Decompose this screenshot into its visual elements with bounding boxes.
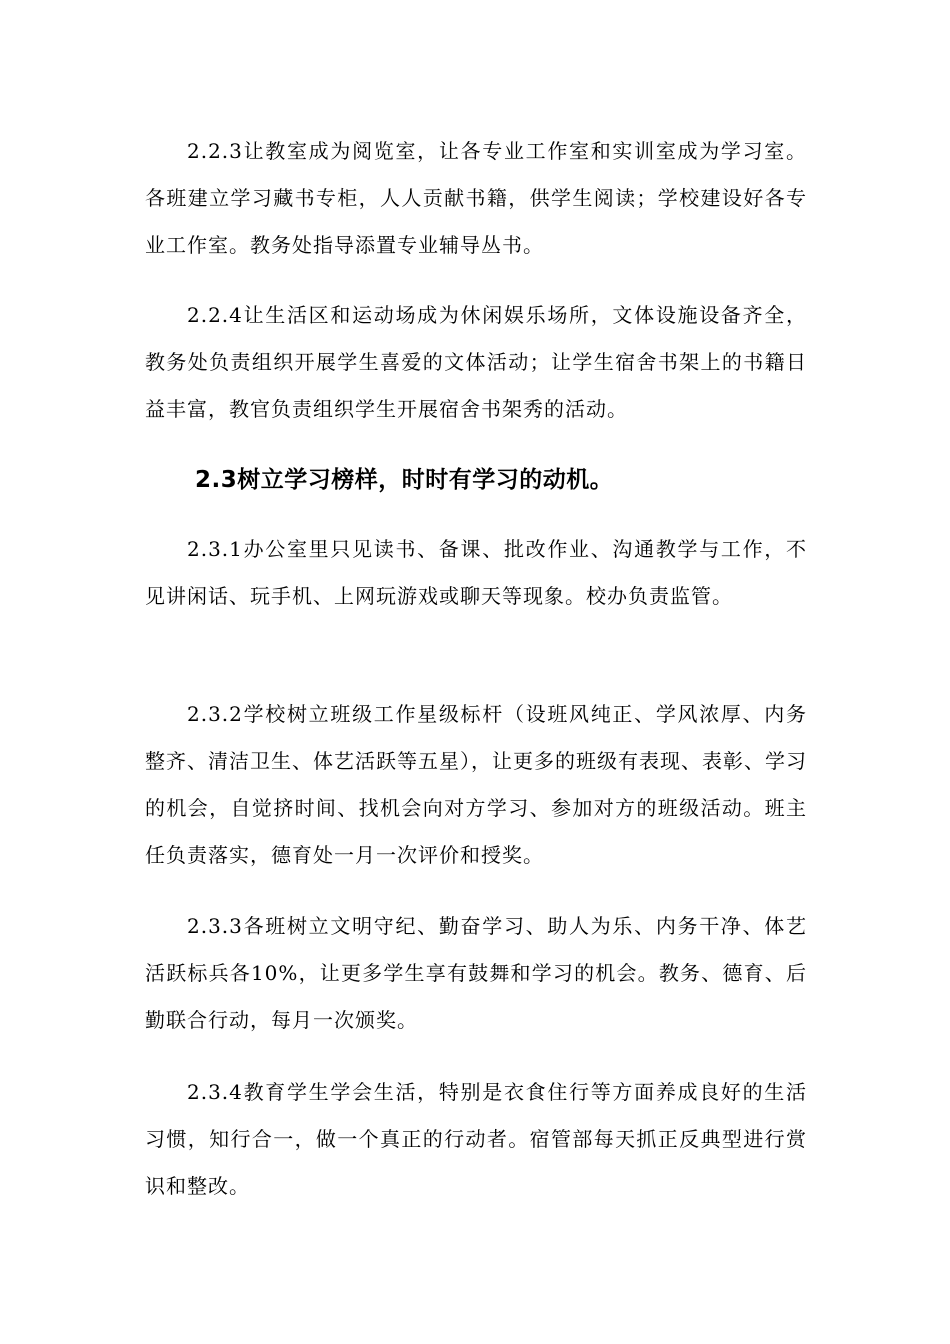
paragraph-2-3-1: 2.3.1办公室里只见读书、备课、批改作业、沟通教学与工作，不见讲闲话、玩手机、上网玩游戏或聊天等现象。校办负责监管。	[145, 537, 807, 608]
paragraph-2-2-3: 2.2.3让教室成为阅览室，让各专业工作室和实训室成为学习室。各班建立学习藏书专柜，人人贡献书籍，供学生阅读；学校建设好各专业工作室。教务处指导添置专业辅导丛书。	[145, 139, 807, 257]
paragraph-2-3-4: 2.3.4教育学生学会生活，特别是衣食住行等方面养成良好的生活习惯，知行合一，做一个真正的行动者。宿管部每天抓正反典型进行赏识和整改。	[145, 1080, 807, 1198]
paragraph-2-2-4: 2.2.4让生活区和运动场成为休闲娱乐场所，文体设施设备齐全，教务处负责组织开展学生喜爱的文体活动；让学生宿舍书架上的书籍日益丰富，教官负责组织学生开展宿舍书架秀的活动。	[145, 303, 807, 421]
section-heading-2-3: 2.3树立学习榜样，时时有学习的动机。	[195, 467, 614, 493]
paragraph-2-3-3: 2.3.3各班树立文明守纪、勤奋学习、助人为乐、内务干净、体艺活跃标兵各10%，让更多学生享有鼓舞和学习的机会。教务、德育、后勤联合行动，每月一次颁奖。	[145, 914, 807, 1032]
paragraph-2-3-2: 2.3.2学校树立班级工作星级标杆（设班风纯正、学风浓厚、内务整齐、清洁卫生、体艺活跃等五星），让更多的班级有表现、表彰、学习的机会，自觉挤时间、找机会向对方学习、参加对方的班级活动。班主任负责落实，德育处一月一次评价和授奖。	[145, 702, 807, 867]
